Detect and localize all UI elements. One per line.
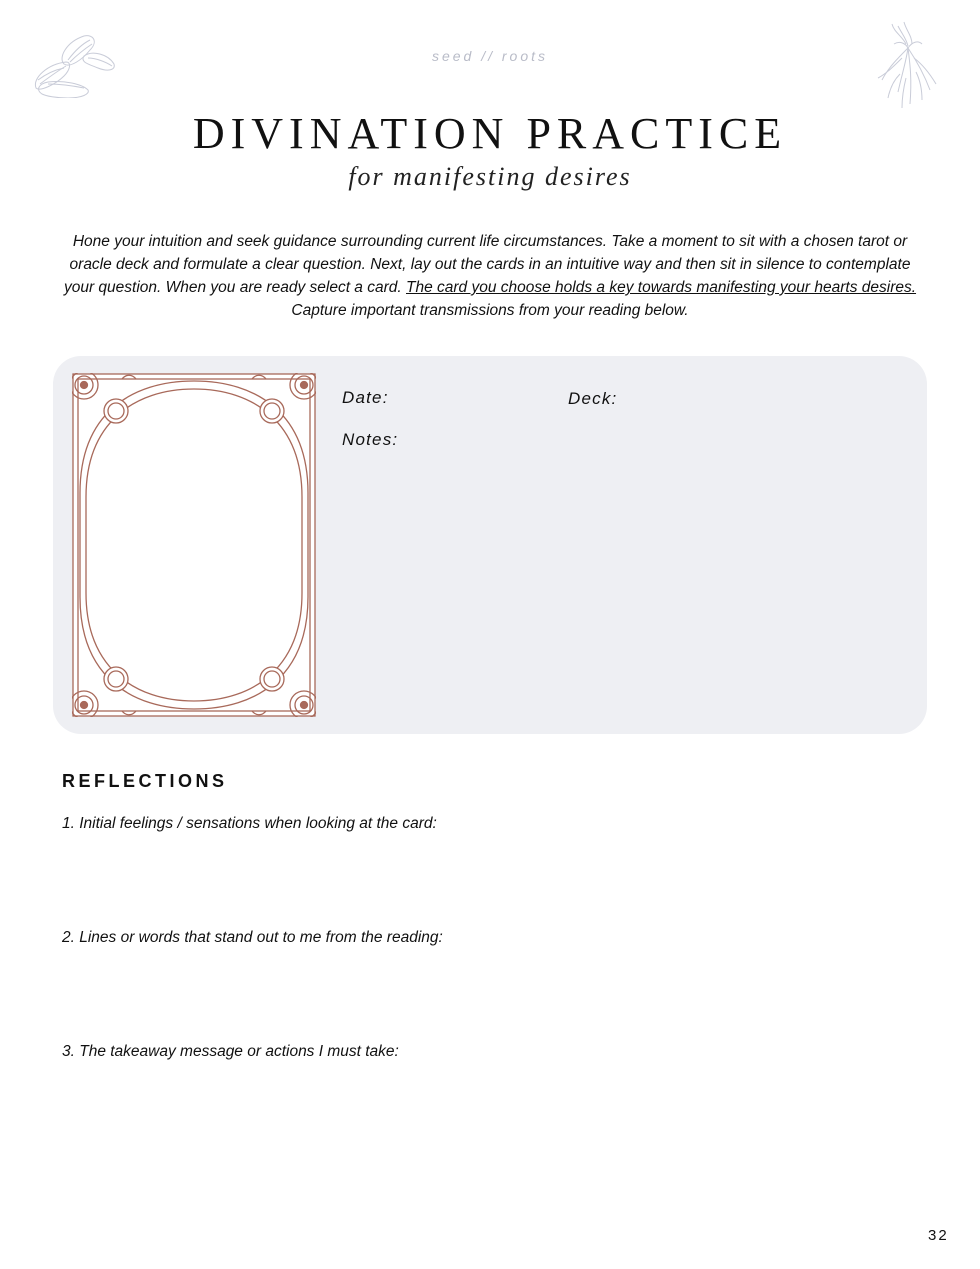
reflection-prompt-3: 3. The takeaway message or actions I must take:	[62, 1043, 399, 1060]
page-number: 32	[928, 1227, 949, 1244]
intro-text: Hone your intuition and seek guidance surrounding current life circumstances. Take a moment to sit with a chosen tarot or oracle deck and formulate a clear question. Next, lay out the cards in an intuitive way and then sit in silence to contemplate your question. When you are ready select a card.	[63, 233, 911, 296]
reflections-heading: REFLECTIONS	[62, 771, 228, 791]
notes-label: Notes:	[342, 430, 399, 449]
page-subtitle: for manifesting desires	[348, 162, 632, 191]
deck-label: Deck:	[568, 389, 618, 408]
page-title: DIVINATION PRACTICE	[192, 109, 788, 158]
intro-paragraph	[56, 230, 924, 322]
reflection-prompt-2: 2. Lines or words that stand out to me from the reading:	[62, 929, 443, 946]
intro-emphasis: The card you choose holds a key towards manifesting your hearts desires.	[406, 279, 917, 296]
tarot-card-frame-icon[interactable]	[72, 373, 316, 717]
date-label: Date:	[342, 388, 389, 407]
intro-text-end: Capture important transmissions from your reading below.	[291, 302, 689, 319]
roots-illustration-icon	[872, 18, 942, 110]
header-tag: seed // roots	[431, 48, 549, 64]
reflection-prompt-1: 1. Initial feelings / sensations when looking at the card:	[62, 815, 437, 832]
